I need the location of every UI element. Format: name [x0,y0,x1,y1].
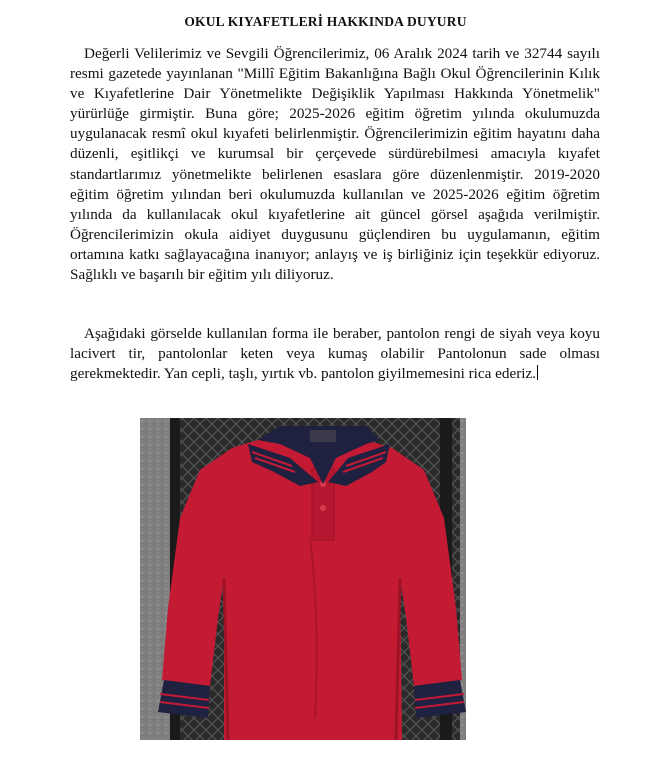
page-title: OKUL KIYAFETLERİ HAKKINDA DUYURU [184,14,467,29]
text-cursor [537,365,538,380]
uniform-photo [140,418,466,740]
announcement-paragraph-2 [70,324,600,384]
paragraph-2-text: Aşağıdaki görselde kullanılan forma ile beraber, pantolon rengi de siyah veya koyu lacivert tir, pantolonlar keten veya kumaş olabilir Pantolonun sade olması gerekmektedir. Yan cepli, taşlı, yırtık vb. pantolon giyilmemesini rica ederiz. [70,325,600,383]
button-2 [320,505,326,511]
announcement-paragraph-1: Değerli Velilerimiz ve Sevgili Öğrencilerimiz, 06 Aralık 2024 tarih ve 32744 sayılı resmi gazetede yayınlanan "Millî Eğitim Bakanlığına Bağlı Okul Öğrencilerinin Kılık ve Kıyafetlerine Dair Yönetmelikte Değişiklik Yapılması Hakkında Yönetmelik" yürürlüğe girmiştir. Buna göre; 2025-2026 eğitim öğretim yılında okulumuzda uygulanacak resmî okul kıyafeti belirlenmiştir. Öğrencilerimizin eğitim hayatını daha düzenli, eşitlikçi ve kurumsal bir çerçevede sürdürebilmesi amacıyla kıyafet standartlarımız yönetmelikte belirlenen esaslara göre düzenlenmiştir. 2019-2020 eğitim öğretim yılından beri okulumuzda kullanılan ve 2025-2026 eğitim öğretim yılında da kullanılacak okul kıyafetlerine ait güncel görsel aşağıda verilmiştir. Öğrencilerimizin okula aidiyet duygusunu güçlendiren bu uygulamanın, eğitim ortamına katkı sağlayacağına inanıyor; anlayış ve iş birliğiniz için teşekkür ediyoruz. Sağlıklı ve başarılı bir eğitim yılı diliyoruz. [70,45,600,284]
shirt-label [310,430,336,442]
